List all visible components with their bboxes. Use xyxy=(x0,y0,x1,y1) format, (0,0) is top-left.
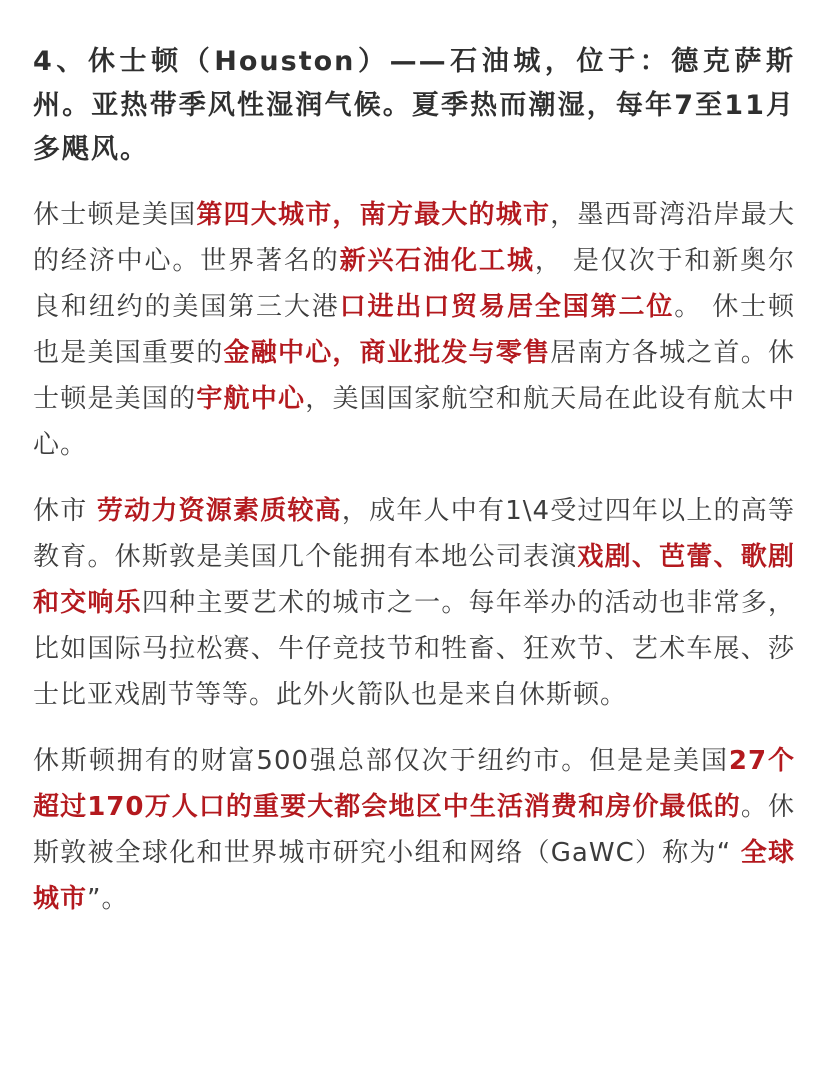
paragraph-living-cost xyxy=(33,738,795,922)
highlighted-text: 戏剧、芭蕾、歌剧和交响乐 xyxy=(33,542,795,618)
highlighted-text: 口进出口贸易居全国第二位 xyxy=(339,292,675,322)
highlighted-text: 宇航中心 xyxy=(196,384,306,414)
highlighted-text: 27个超过170万人口的重要大都会地区中生活消费和房价最低的 xyxy=(33,746,795,822)
section-heading: 4、休士顿（Houston）——石油城，位于：德克萨斯州。亚热带季风性湿润气候。夏季热而潮湿，每年7至11月多飓风。 xyxy=(33,46,795,165)
body-text: 。休斯敦被全球化和世界城市研究小组和网络（GaWC）称为“ xyxy=(33,792,795,868)
body-text: ”。 xyxy=(87,884,129,914)
body-text: 。 休士顿也是美国重要的 xyxy=(33,292,795,368)
paragraph-culture xyxy=(33,488,795,718)
highlighted-text: 劳动力资源素质较高 xyxy=(96,496,342,526)
highlighted-text: 金融中心，商业批发与零售 xyxy=(223,338,551,368)
body-text: 休市 xyxy=(33,496,97,526)
body-text: ，墨西哥湾沿岸最大的经济中心。世界著名的 xyxy=(33,200,795,276)
body-text: ，美国国家航空和航天局在此设有航太中心。 xyxy=(33,384,795,460)
body-text: 居南方各城之首。休士顿是美国的 xyxy=(33,338,795,414)
body-text: 四种主要艺术的城市之一。每年举办的活动也非常多，比如国际马拉松赛、牛仔竞技节和牲畜、狂欢节、艺术车展、莎士比亚戏剧节等等。此外火箭队也是来自休斯顿。 xyxy=(33,588,795,710)
paragraph-economy xyxy=(33,192,795,468)
body-text: ，成年人中有1\4受过四年以上的高等教育。休斯敦是美国几个能拥有本地公司表演 xyxy=(33,496,795,572)
article xyxy=(33,40,795,942)
body-text: ， 是仅次于和新奥尔良和纽约的美国第三大港 xyxy=(33,246,795,322)
highlighted-text: 第四大城市，南方最大的城市 xyxy=(196,200,551,230)
highlighted-text: 全球城市 xyxy=(33,838,795,914)
highlighted-text: 新兴石油化工城 xyxy=(339,246,535,276)
body-text: 休斯顿拥有的财富500强总部仅次于纽约市。但是是美国 xyxy=(33,746,729,776)
body-text: 休士顿是美国 xyxy=(33,200,197,230)
